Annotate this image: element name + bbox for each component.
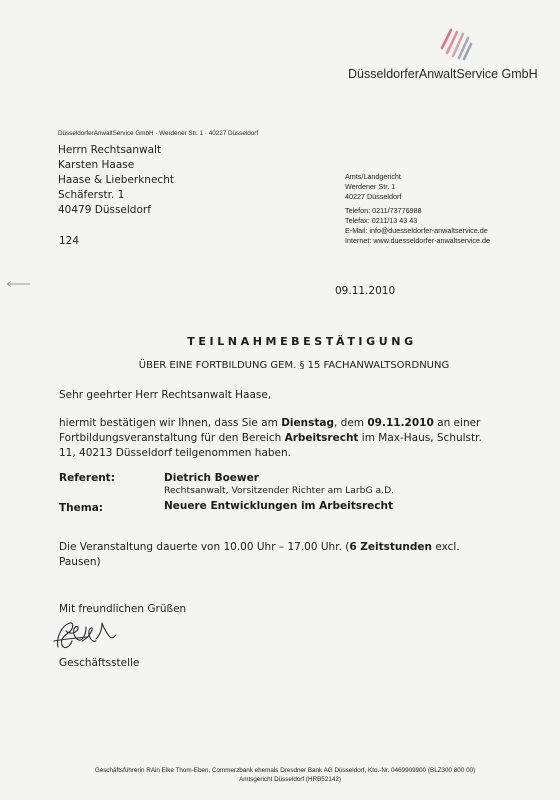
event-date: 09.11.2010 (367, 417, 434, 429)
sender-website: Internet: www.duesseldorfer-anwaltservice.de (345, 236, 491, 246)
reference-number: 124 (59, 235, 80, 247)
body-line (59, 416, 482, 431)
sender-return-line: DüsseldorferAnwaltService GmbH · Werdener Str. 1 · 40227 Düsseldorf (58, 130, 259, 137)
referent-role: Rechtsanwalt, Vorsitzender Richter am LarbG a.D. (164, 485, 395, 496)
topic-label: Thema: (59, 502, 103, 514)
duration-line: Pausen) (59, 556, 101, 568)
body-paragraph (59, 416, 482, 461)
event-weekday: Dienstag (281, 417, 334, 429)
recipient-address (58, 143, 174, 218)
recipient-line: Karsten Haase (58, 159, 135, 171)
company-logo-icon (439, 24, 473, 62)
recipient-line: 40479 Düsseldorf (58, 204, 151, 216)
recipient-line: Herrn Rechtsanwalt (58, 144, 162, 156)
recipient-line: Schäferstr. 1 (58, 189, 125, 201)
sender-street: Werdener Str. 1 (345, 182, 396, 192)
recipient-line: Haase & Lieberknecht (58, 174, 174, 186)
body-text: Fortbildungsveranstaltung für den Bereich (59, 432, 285, 444)
duration-hours: 6 Zeitstunden (349, 541, 432, 553)
fold-mark-icon (4, 280, 32, 288)
legal-field: Arbeitsrecht (284, 432, 359, 444)
referent-label: Referent: (59, 472, 115, 484)
footer-line: Amtsgericht Düsseldorf (HRB52142) (239, 776, 341, 783)
sender-phone: Telefon: 0211/73776988 (345, 205, 422, 215)
referent-name: Dietrich Boewer (164, 472, 259, 484)
body-text: hiermit bestätigen wir Ihnen, dass Sie am (59, 417, 282, 429)
topic-value: Neuere Entwicklungen im Arbeitsrecht (164, 500, 393, 512)
body-text: an einer (433, 417, 481, 429)
body-line: 11, 40213 Düsseldorf teilgenommen haben. (59, 447, 292, 459)
duration-line (59, 540, 460, 555)
sender-email: E-Mail: info@duesseldorfer-anwaltservice.de (345, 226, 488, 236)
letter-date: 09.11.2010 (335, 285, 396, 297)
duration-text: Die Veranstaltung dauerte von 10.00 Uhr – 17.00 Uhr. ( (59, 541, 350, 553)
body-line (59, 431, 482, 446)
duration-paragraph (59, 540, 460, 570)
sender-city: 40227 Düsseldorf (345, 192, 402, 202)
salutation: Sehr geehrter Herr Rechtsanwalt Haase, (59, 389, 272, 401)
document-title: TEILNAHMEBESTÄTIGUNG (187, 335, 417, 348)
duration-text: excl. (431, 541, 460, 553)
sender-fax: Telefax: 0211/13 43 43 (345, 215, 418, 225)
footer-line: Geschäftsführerin RAin Elke Thom-Eben, Commerzbank ehemals Dresdner Bank AG Düsseldorf, Kto.-Nr. 0469909900 (BLZ300 800 00) (94, 767, 476, 774)
closing-phrase: Mit freundlichen Grüßen (59, 603, 187, 615)
body-text: , dem (333, 417, 368, 429)
signature (52, 617, 120, 653)
body-text: im Max-Haus, Schulstr. (358, 432, 482, 444)
document-subtitle: ÜBER EINE FORTBILDUNG GEM. § 15 FACHANWALTSORDNUNG (138, 360, 450, 371)
company-name: DüsseldorferAnwaltService GmbH (348, 67, 538, 81)
signature-office: Geschäftsstelle (59, 657, 140, 669)
court-label: Amts/Landgericht (345, 172, 401, 181)
sender-info-block (345, 172, 490, 246)
